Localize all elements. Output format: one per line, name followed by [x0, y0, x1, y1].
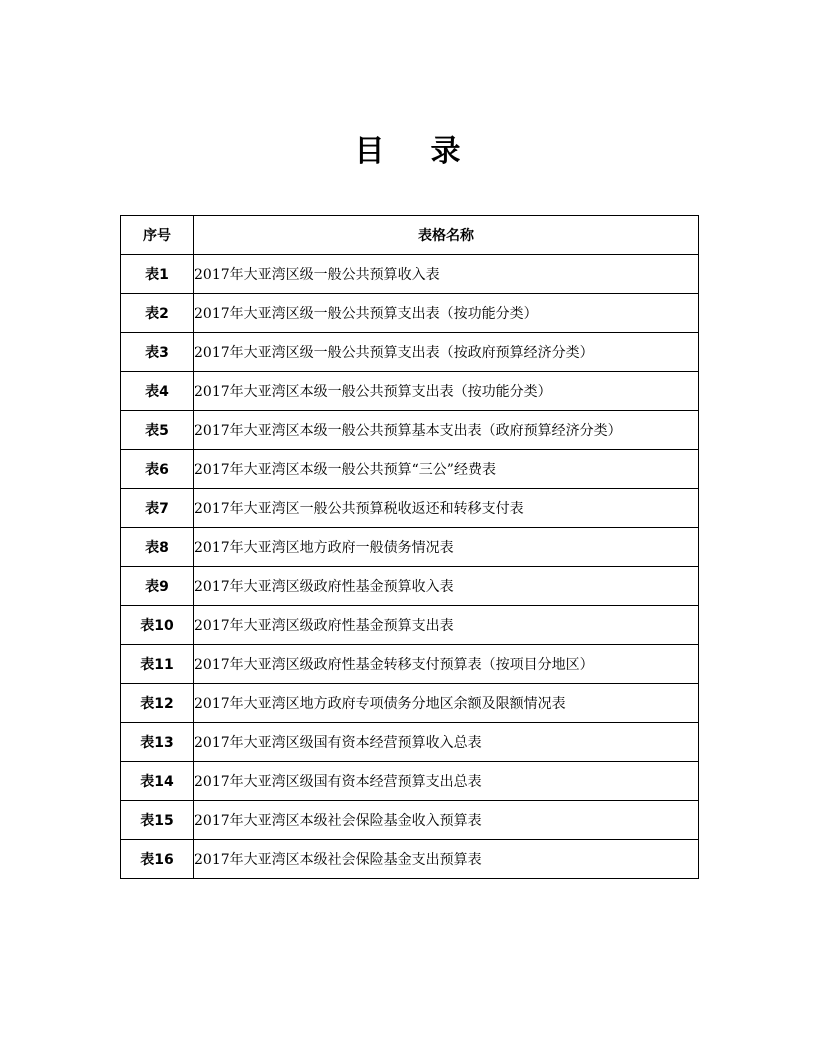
- table-row: [121, 645, 699, 684]
- row-name: 2017年大亚湾区级国有资本经营预算支出总表: [194, 762, 699, 801]
- row-number: 表13: [121, 723, 194, 762]
- row-number: 表16: [121, 840, 194, 879]
- row-number: 表3: [121, 333, 194, 372]
- row-name: 2017年大亚湾区级国有资本经营预算收入总表: [194, 723, 699, 762]
- table-row: [121, 489, 699, 528]
- table-header-row: [121, 216, 699, 255]
- table-row: [121, 723, 699, 762]
- row-name: 2017年大亚湾区地方政府一般债务情况表: [194, 528, 699, 567]
- row-number: 表5: [121, 411, 194, 450]
- row-number: 表10: [121, 606, 194, 645]
- table-row: [121, 840, 699, 879]
- table-row: [121, 528, 699, 567]
- table-row: [121, 333, 699, 372]
- table-row: [121, 372, 699, 411]
- table-row: [121, 294, 699, 333]
- row-number: 表4: [121, 372, 194, 411]
- row-number: 表12: [121, 684, 194, 723]
- row-number: 表14: [121, 762, 194, 801]
- row-number: 表6: [121, 450, 194, 489]
- table-row: [121, 567, 699, 606]
- row-number: 表8: [121, 528, 194, 567]
- row-name: 2017年大亚湾区本级一般公共预算支出表（按功能分类）: [194, 372, 699, 411]
- header-name: 表格名称: [194, 216, 699, 255]
- row-name: 2017年大亚湾区级一般公共预算支出表（按政府预算经济分类）: [194, 333, 699, 372]
- table-row: [121, 255, 699, 294]
- row-name: 2017年大亚湾区级政府性基金转移支付预算表（按项目分地区）: [194, 645, 699, 684]
- row-number: 表7: [121, 489, 194, 528]
- row-name: 2017年大亚湾区本级社会保险基金支出预算表: [194, 840, 699, 879]
- row-name: 2017年大亚湾区一般公共预算税收返还和转移支付表: [194, 489, 699, 528]
- row-number: 表9: [121, 567, 194, 606]
- row-name: 2017年大亚湾区地方政府专项债务分地区余额及限额情况表: [194, 684, 699, 723]
- table-row: [121, 411, 699, 450]
- table-row: [121, 450, 699, 489]
- row-name: 2017年大亚湾区级一般公共预算收入表: [194, 255, 699, 294]
- page-title: 目录: [354, 134, 507, 169]
- row-number: 表11: [121, 645, 194, 684]
- table-of-contents: [120, 215, 699, 879]
- row-number: 表2: [121, 294, 194, 333]
- row-name: 2017年大亚湾区本级一般公共预算基本支出表（政府预算经济分类）: [194, 411, 699, 450]
- table-row: [121, 606, 699, 645]
- row-name: 2017年大亚湾区级一般公共预算支出表（按功能分类）: [194, 294, 699, 333]
- row-number: 表1: [121, 255, 194, 294]
- table-row: [121, 801, 699, 840]
- header-number: 序号: [121, 216, 194, 255]
- row-name: 2017年大亚湾区级政府性基金预算收入表: [194, 567, 699, 606]
- row-number: 表15: [121, 801, 194, 840]
- row-name: 2017年大亚湾区本级社会保险基金收入预算表: [194, 801, 699, 840]
- row-name: 2017年大亚湾区本级一般公共预算“三公”经费表: [194, 450, 699, 489]
- table-row: [121, 762, 699, 801]
- table-row: [121, 684, 699, 723]
- row-name: 2017年大亚湾区级政府性基金预算支出表: [194, 606, 699, 645]
